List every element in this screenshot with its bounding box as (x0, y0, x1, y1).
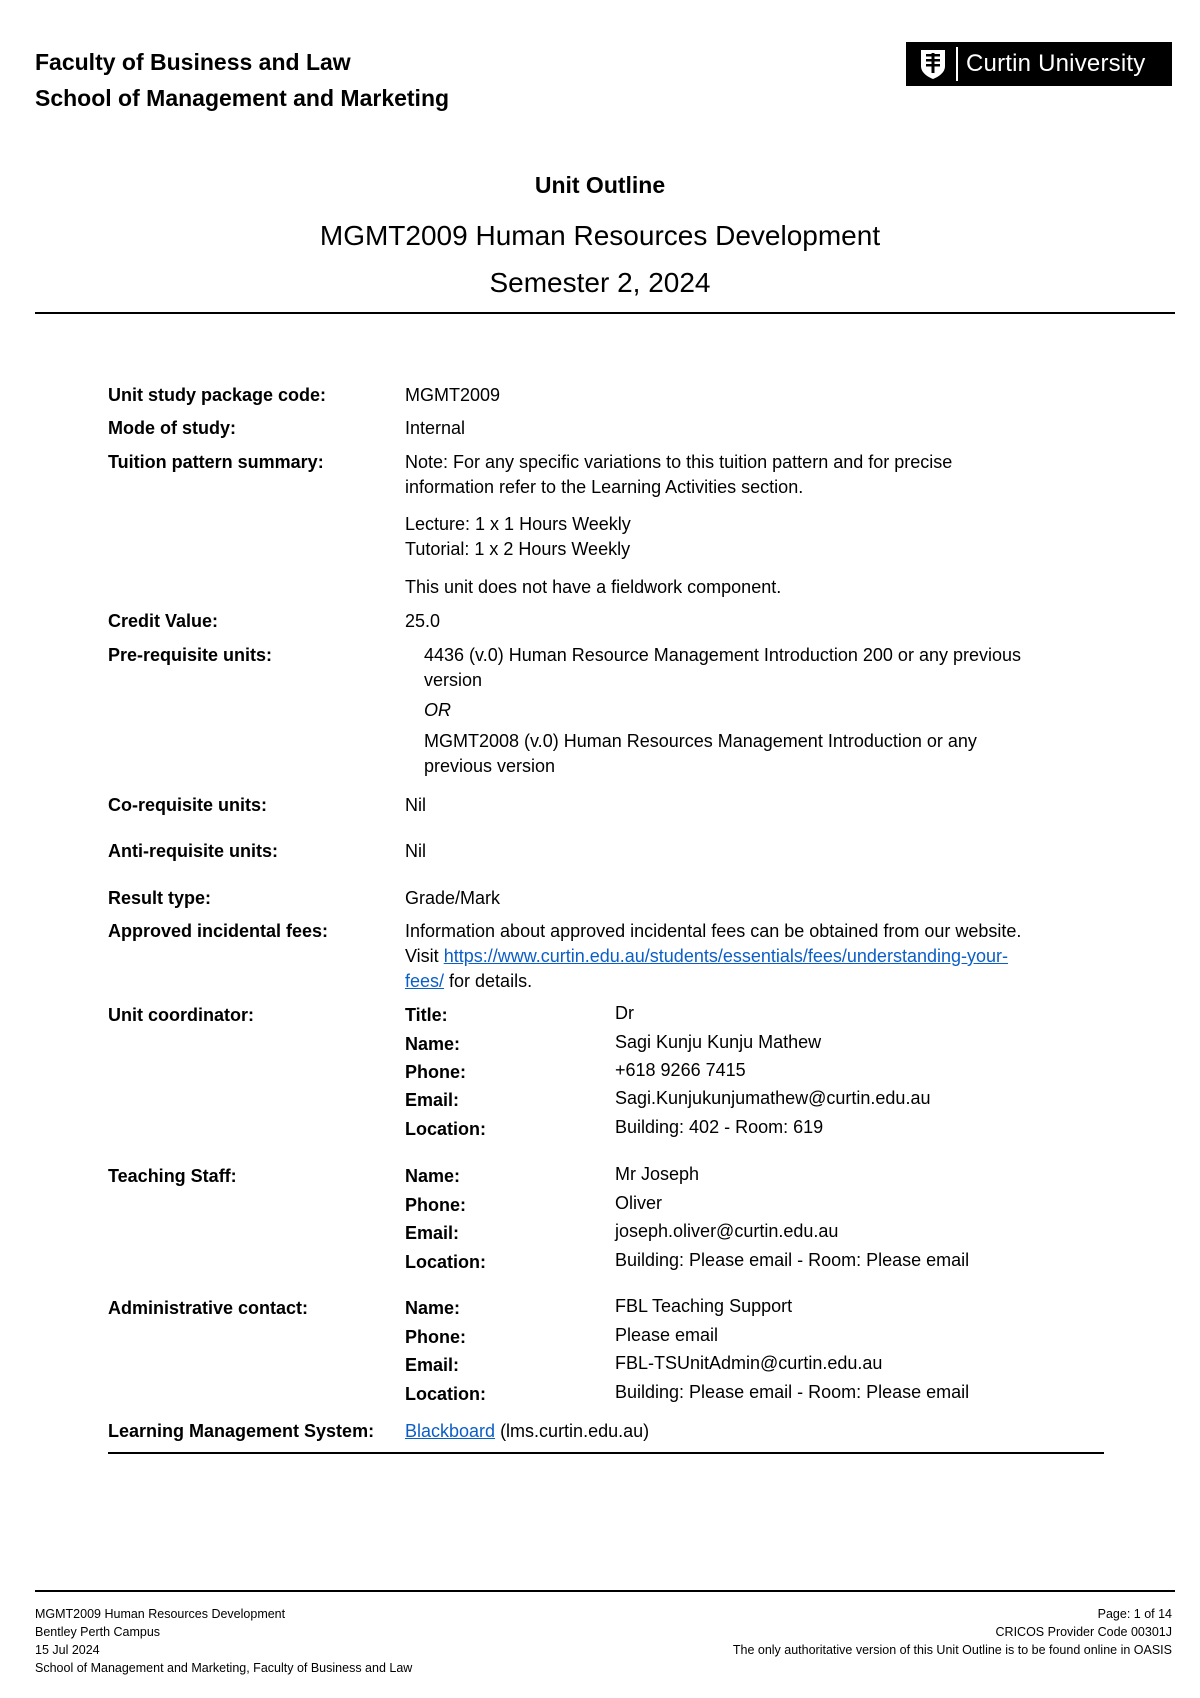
footer-cricos: CRICOS Provider Code 00301J (995, 1625, 1172, 1639)
result-type-label: Result type: (108, 888, 212, 908)
footer-page-number: Page: 1 of 14 (1097, 1607, 1172, 1621)
fees-line3 (405, 969, 1105, 994)
footer-school: School of Management and Marketing, Faculty of Business and Law (35, 1661, 413, 1675)
footer-authoritative-note: The only authoritative version of this Unit Outline is to be found online in OASIS (732, 1643, 1172, 1657)
faculty-header (35, 44, 449, 116)
footer-unit-name: MGMT2009 Human Resources Development (35, 1607, 286, 1621)
study-package-value: MGMT2009 (405, 385, 501, 405)
credit-label: Credit Value: (108, 611, 219, 631)
coordinator-email-label: Email: (405, 1090, 460, 1110)
mode-value: Internal (405, 418, 466, 438)
teaching-location-label: Location: (405, 1252, 486, 1272)
logo-text: Curtin University (966, 50, 1146, 77)
coordinator-name-value: Sagi Kunju Kunju Mathew (615, 1032, 822, 1052)
coordinator-location-value: Building: 402 - Room: 619 (615, 1117, 824, 1137)
coordinator-phone-label: Phone: (405, 1062, 466, 1082)
tuition-note-line1: Note: For any specific variations to this tuition pattern and for precise (405, 452, 953, 472)
coordinator-title-label: Title: (405, 1005, 448, 1025)
tuition-lecture: Lecture: 1 x 1 Hours Weekly (405, 514, 631, 534)
coordinator-location-label: Location: (405, 1119, 486, 1139)
details-divider (108, 1452, 1104, 1454)
prereq-unit-2-line1: MGMT2008 (v.0) Human Resources Management Introduction or any (424, 731, 977, 751)
coreq-value: Nil (405, 795, 426, 815)
school-name: School of Management and Marketing (35, 85, 450, 111)
coordinator-name-label: Name: (405, 1034, 461, 1054)
document-heading: Unit Outline (534, 172, 666, 198)
coordinator-label: Unit coordinator: (108, 1005, 254, 1025)
admin-email-label: Email: (405, 1355, 460, 1375)
teaching-phone-value: Oliver (615, 1193, 663, 1213)
study-package-label: Unit study package code: (108, 385, 327, 405)
lms-value (405, 1419, 1105, 1444)
fees-line2 (405, 944, 1125, 969)
mode-label: Mode of study: (108, 418, 236, 438)
admin-phone-value: Please email (615, 1325, 719, 1345)
footer-date: 15 Jul 2024 (35, 1643, 100, 1657)
admin-phone-label: Phone: (405, 1327, 466, 1347)
fees-tail: for details. (444, 971, 533, 991)
prereq-label: Pre-requisite units: (108, 645, 273, 665)
title-divider (35, 312, 1175, 314)
lms-label: Learning Management System: (108, 1421, 375, 1441)
antireq-value: Nil (405, 841, 426, 861)
footer-left (35, 1605, 412, 1677)
fees-link[interactable]: https://www.curtin.edu.au/students/essentials/fees/understanding-your- (443, 946, 1008, 966)
teaching-name-label: Name: (405, 1166, 461, 1186)
coordinator-phone-value: +618 9266 7415 (615, 1060, 746, 1080)
teaching-email-value: joseph.oliver@curtin.edu.au (615, 1221, 839, 1241)
prereq-unit-2-line2: previous version (424, 756, 556, 776)
admin-location-label: Location: (405, 1384, 486, 1404)
admin-email-value: FBL-TSUnitAdmin@curtin.edu.au (615, 1353, 883, 1373)
coordinator-email-value: Sagi.Kunjukunjumathew@curtin.edu.au (615, 1088, 931, 1108)
fees-link-continued[interactable]: fees/ (405, 971, 445, 991)
antireq-label: Anti-requisite units: (108, 841, 278, 861)
semester: Semester 2, 2024 (489, 267, 711, 298)
teaching-staff-label: Teaching Staff: (108, 1166, 237, 1186)
unit-name: MGMT2009 Human Resources Development (319, 220, 881, 251)
admin-name-label: Name: (405, 1298, 461, 1318)
tuition-note-line2: information refer to the Learning Activities section. (405, 477, 804, 497)
coordinator-title-value: Dr (615, 1003, 634, 1023)
teaching-location-value: Building: Please email - Room: Please email (615, 1250, 970, 1270)
footer-campus: Bentley Perth Campus (35, 1625, 161, 1639)
prereq-unit-1-line2: version (424, 670, 483, 690)
prereq-or: OR (424, 700, 451, 720)
fees-visit-text: Visit (405, 946, 444, 966)
coreq-label: Co-requisite units: (108, 795, 268, 815)
lms-url-text: (lms.curtin.edu.au) (495, 1421, 650, 1441)
logo-divider (956, 47, 958, 81)
fees-label: Approved incidental fees: (108, 921, 329, 941)
teaching-phone-label: Phone: (405, 1195, 466, 1215)
crest-icon (916, 47, 950, 81)
result-type-value: Grade/Mark (405, 888, 501, 908)
tuition-fieldwork: This unit does not have a fieldwork component. (405, 577, 782, 597)
teaching-name-value: Mr Joseph (615, 1164, 700, 1184)
faculty-name: Faculty of Business and Law (35, 49, 351, 75)
fees-line1: Information about approved incidental fees can be obtained from our website. (405, 921, 1022, 941)
tuition-tutorial: Tutorial: 1 x 2 Hours Weekly (405, 539, 631, 559)
teaching-email-label: Email: (405, 1223, 460, 1243)
prereq-unit-1-line1: 4436 (v.0) Human Resource Management Introduction 200 or any previous (424, 645, 1021, 665)
admin-contact-label: Administrative contact: (108, 1298, 309, 1318)
admin-name-value: FBL Teaching Support (615, 1296, 793, 1316)
footer-divider (35, 1590, 1175, 1592)
curtin-logo (906, 42, 1172, 86)
admin-location-value: Building: Please email - Room: Please email (615, 1382, 970, 1402)
blackboard-link[interactable]: Blackboard (405, 1421, 496, 1441)
credit-value: 25.0 (405, 611, 441, 631)
footer-right (733, 1605, 1172, 1659)
tuition-label: Tuition pattern summary: (108, 452, 324, 472)
